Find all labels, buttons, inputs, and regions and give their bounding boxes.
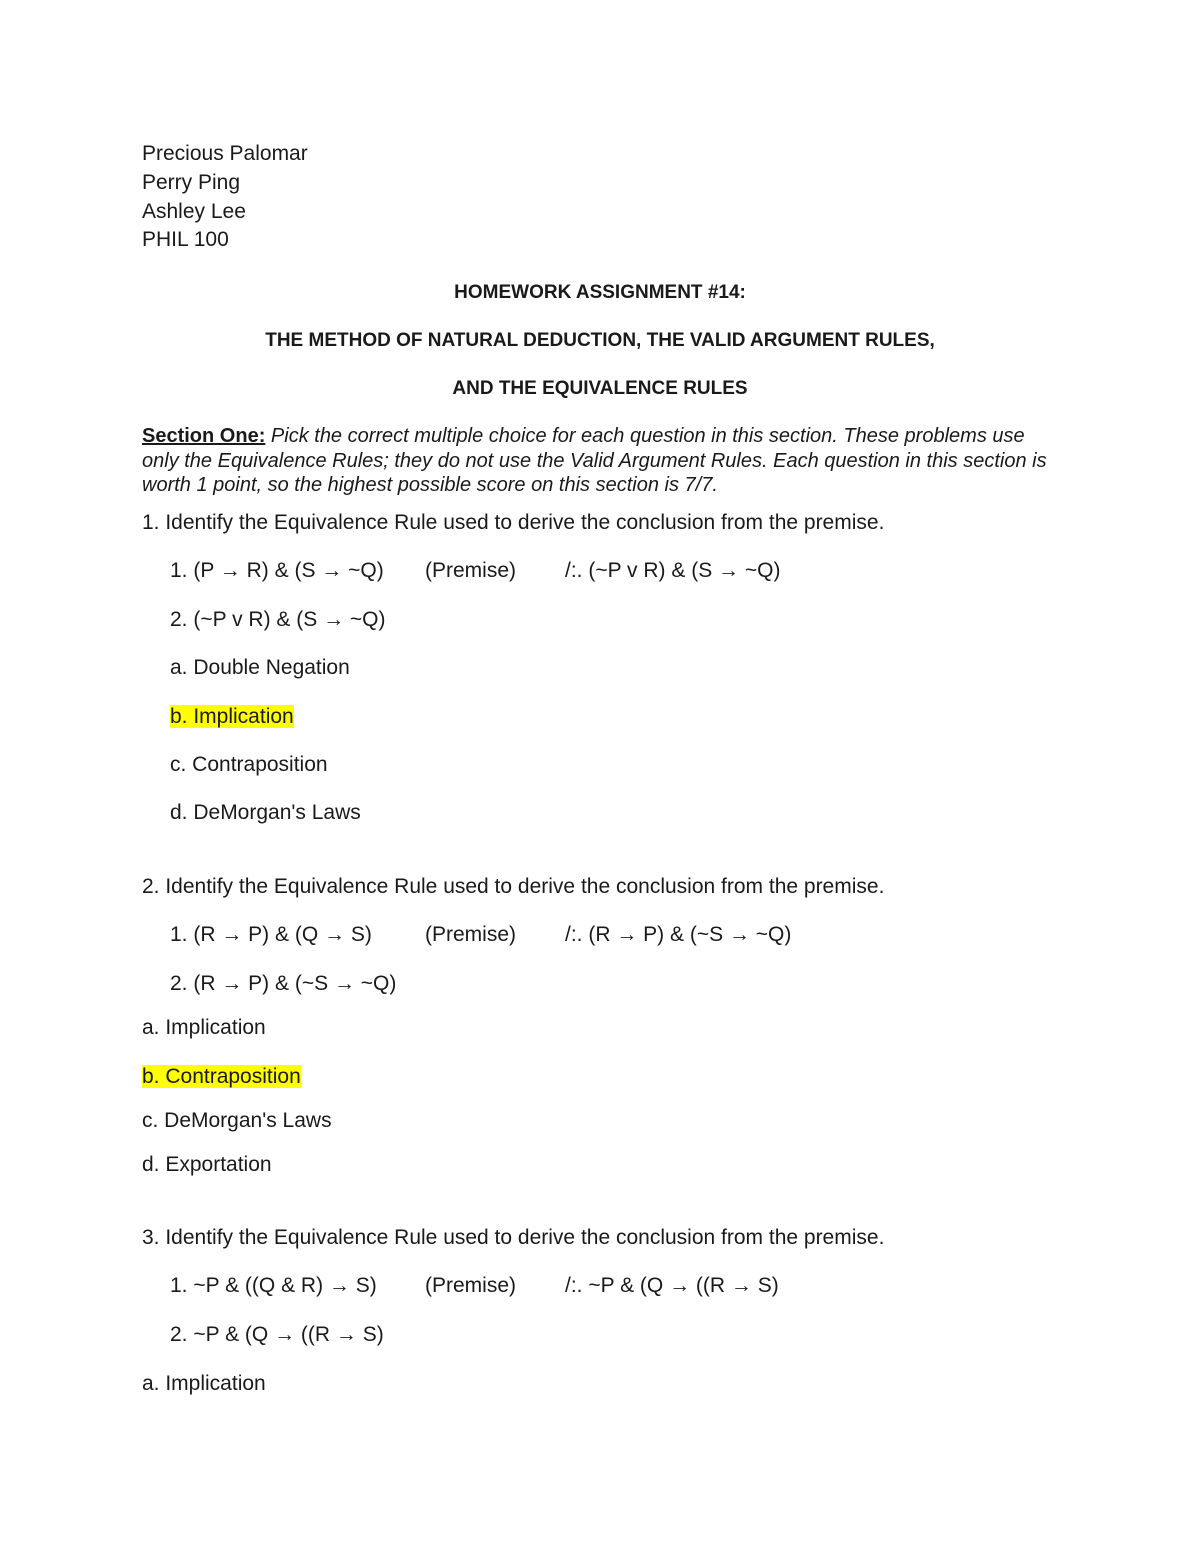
question-3-conclusion: /:. ~P & (Q → ((R → S): [565, 1274, 779, 1297]
question-1-prompt: 1. Identify the Equivalence Rule used to derive the conclusion from the premise.: [142, 511, 885, 534]
question-1-option-a: a. Double Negation: [170, 656, 350, 679]
question-2-prompt: 2. Identify the Equivalence Rule used to derive the conclusion from the premise.: [142, 875, 885, 898]
question-1-premise-label: (Premise): [425, 559, 517, 582]
question-3-line-1: 1. ~P & ((Q & R) → S): [170, 1274, 377, 1297]
assignment-title: HOMEWORK ASSIGNMENT #14:: [454, 282, 746, 303]
assignment-subtitle-2: AND THE EQUIVALENCE RULES: [452, 378, 748, 399]
question-2-option-b: b. Contraposition: [142, 1065, 301, 1088]
section-text: Pick the correct multiple choice for each question in this section. These problems use only the Equivalence Rules; they do not use the Valid Argument Rules. Each question in this section is worth 1 point, so the highest possible score on this section is 7/7.: [142, 425, 1047, 496]
course-code: PHIL 100: [142, 228, 229, 251]
question-2-option-c: c. DeMorgan's Laws: [142, 1109, 332, 1132]
question-3-option-a: a. Implication: [142, 1372, 266, 1395]
question-2-option-a: a. Implication: [142, 1016, 266, 1039]
question-1-conclusion: /:. (~P v R) & (S → ~Q): [565, 559, 781, 582]
student-name-1: Precious Palomar: [142, 142, 308, 165]
question-3-premise-label: (Premise): [425, 1274, 517, 1297]
question-2-conclusion: /:. (R → P) & (~S → ~Q): [565, 923, 792, 946]
question-1-line-1: 1. (P → R) & (S → ~Q): [170, 559, 384, 582]
question-1-option-b: b. Implication: [170, 705, 294, 728]
question-1-line-2: 2. (~P v R) & (S → ~Q): [170, 608, 386, 631]
question-2-option-d: d. Exportation: [142, 1153, 272, 1176]
student-name-3: Ashley Lee: [142, 200, 246, 223]
question-2-premise-label: (Premise): [425, 923, 517, 946]
student-name-2: Perry Ping: [142, 171, 241, 194]
question-3-line-2: 2. ~P & (Q → ((R → S): [170, 1323, 384, 1346]
question-1-option-c: c. Contraposition: [170, 753, 328, 776]
section-label: Section One:: [142, 425, 266, 447]
question-3-prompt: 3. Identify the Equivalence Rule used to derive the conclusion from the premise.: [142, 1226, 885, 1249]
assignment-subtitle-1: THE METHOD OF NATURAL DEDUCTION, THE VALID ARGUMENT RULES,: [265, 330, 935, 351]
section-instructions: [142, 424, 1062, 498]
question-2-line-2: 2. (R → P) & (~S → ~Q): [170, 972, 397, 995]
question-1-option-d: d. DeMorgan's Laws: [170, 801, 361, 824]
question-2-line-1: 1. (R → P) & (Q → S): [170, 923, 372, 946]
